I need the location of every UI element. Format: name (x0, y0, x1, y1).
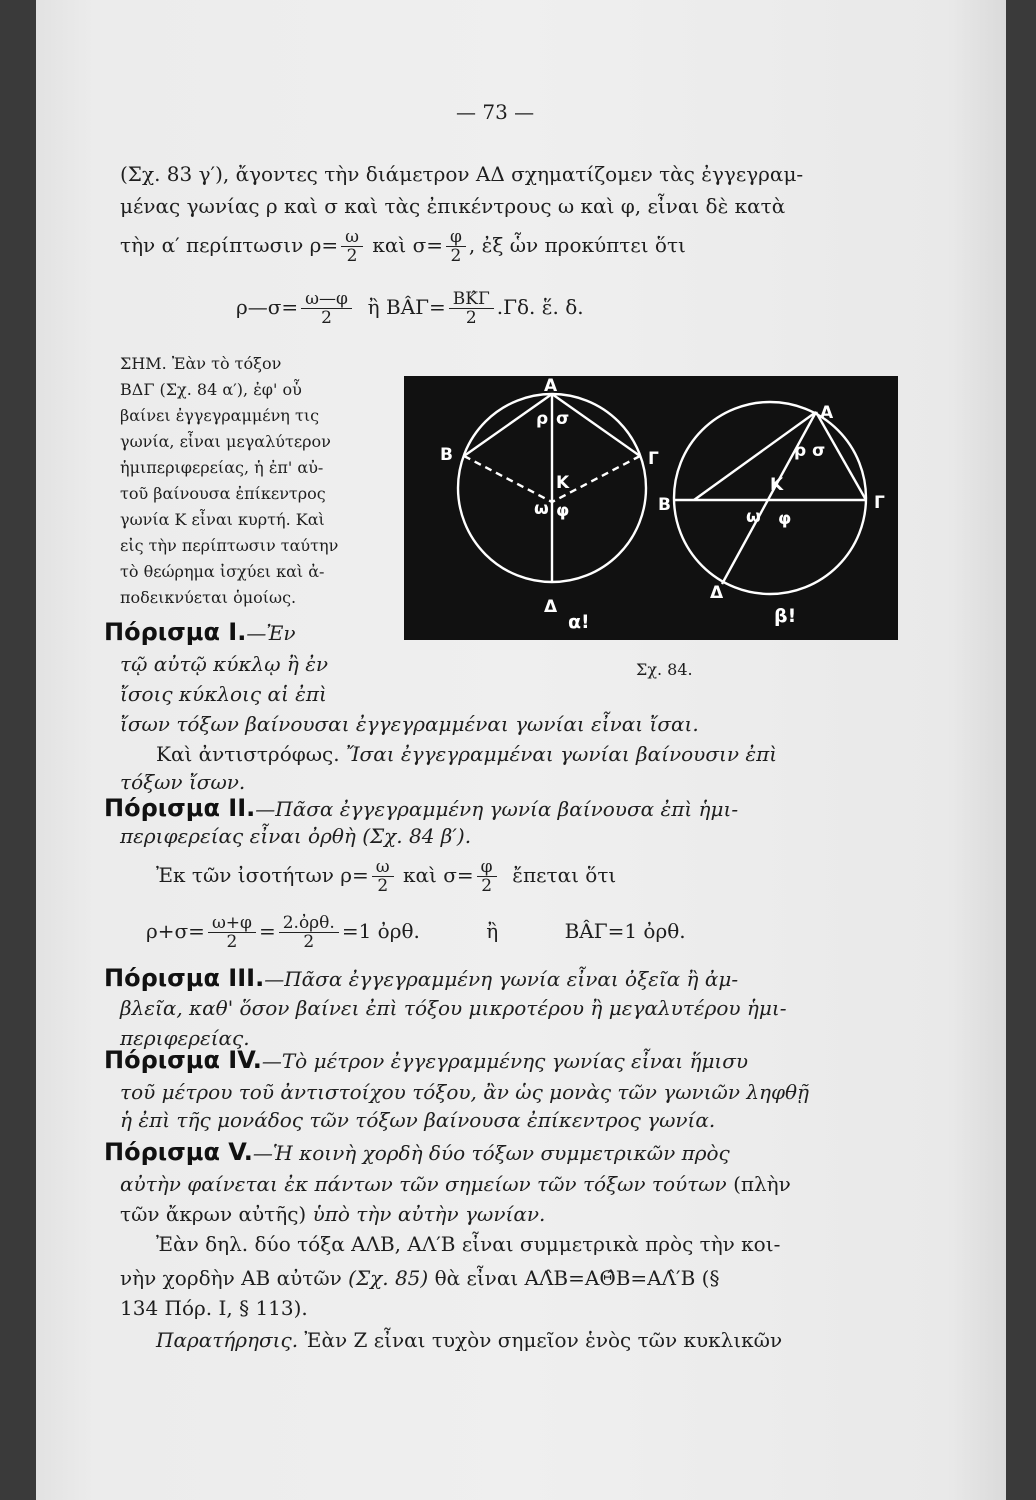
text-line: Ἐὰν δηλ. δύο τόξα ΑΛΒ, ΑΛ′Β εἶναι συμμετρικὰ πρὸς τὴν κοι- (156, 1232, 781, 1256)
label-sigma: σ (556, 409, 570, 429)
text-span: ΒÂΓ=1 ὀρθ. (564, 919, 686, 943)
text-line: 134 Πόρ. I, § 113). (120, 1296, 308, 1320)
note-line: ΣΗΜ. Ἐὰν τὸ τόξον (120, 354, 282, 373)
text-span: (Σχ. 85) (348, 1266, 429, 1290)
numerator: φ (477, 858, 497, 877)
denominator: 2 (321, 308, 332, 328)
figure-84 (404, 376, 898, 640)
numerator: ω—φ (301, 290, 352, 309)
porisma-2 (104, 794, 738, 822)
fraction (477, 858, 497, 895)
text-span: ἢ ΒÂΓ= (367, 295, 446, 319)
label-d: Δ (544, 597, 558, 617)
porisma-1 (104, 618, 296, 646)
equation (146, 914, 686, 951)
note-line: βαίνει ἐγγεγραμμένη τις (120, 406, 320, 425)
label-g: Γ (648, 449, 659, 469)
porisma-heading: Πόρισμα I. (104, 618, 247, 646)
text-line: τόξων ἴσων. (120, 770, 246, 794)
text-line: τοῦ μέτρου τοῦ ἀντιστοίχου τόξου, ἂν ὡς μονὰς τῶν γωνιῶν ληφθῇ (120, 1080, 810, 1104)
label-a: Α (820, 403, 834, 423)
porisma-heading: Πόρισμα IV. (104, 1046, 262, 1074)
text-line: τῷ αὐτῷ κύκλῳ ἢ ἐν (120, 652, 329, 676)
fraction (446, 228, 466, 265)
text-span: ρ+σ= (146, 919, 205, 943)
porisma-heading: Πόρισμα V. (104, 1138, 253, 1166)
label-a: Α (544, 376, 558, 396)
denominator: 2 (450, 246, 462, 266)
note-line: ΒΔΓ (Σχ. 84 α′), ἐφ' οὗ (120, 380, 302, 399)
text-span: Ἐὰν Ζ εἶναι τυχὸν σημεῖον ἑνὸς τῶν κυκλικῶν (304, 1328, 783, 1352)
fraction (341, 228, 363, 265)
denominator: 2 (303, 932, 315, 952)
note-line: τὸ θεώρημα ἰσχύει καὶ ἀ- (120, 562, 325, 581)
porisma-heading: Πόρισμα III. (104, 964, 265, 992)
text-span: —Ἡ κοινὴ χορδὴ δύο τόξων συμμετρικῶν πρὸς (252, 1141, 730, 1165)
label-g: Γ (874, 493, 885, 513)
fraction (279, 914, 339, 951)
label-sigma: σ (812, 441, 826, 461)
numerator: φ (446, 228, 466, 247)
text-line: περιφερείας. (120, 1026, 250, 1050)
numerator: 2.ὀρθ. (279, 914, 339, 933)
text-line (120, 1266, 719, 1290)
book-page (36, 0, 1006, 1500)
label-omega: ω (746, 507, 761, 527)
text-span: ρ—σ= (236, 295, 299, 319)
label-phi: φ (556, 501, 570, 521)
numerator: ω (372, 858, 394, 877)
text-span: =1 ὀρθ. (341, 919, 420, 943)
note-line: τοῦ βαίνουσα ἐπίκεντρος (120, 484, 326, 503)
text-line: βλεῖα, καθ' ὅσον βαίνει ἐπὶ τόξου μικροτέρου ἢ μεγαλυτέρου ἡμι- (120, 996, 787, 1020)
text-span: καὶ σ= (403, 863, 474, 887)
text-span: καὶ σ= (372, 233, 443, 257)
text-span: Παρατήρησις. (156, 1328, 299, 1352)
text-span: —Πᾶσα ἐγγεγραμμένη γωνία εἶναι ὀξεῖα ἢ ἀμ- (264, 967, 739, 991)
text-span: ἔπεται ὅτι (512, 863, 617, 887)
label-phi: φ (778, 509, 792, 529)
numerator: ω (341, 228, 363, 247)
denominator: 2 (346, 246, 358, 266)
page-number: — 73 — (456, 100, 535, 124)
text-line: ἡ ἐπὶ τῆς μονάδος τῶν τόξων βαίνουσα ἐπίκεντρος γωνία. (120, 1108, 716, 1132)
porisma-4 (104, 1046, 748, 1074)
text-span: ὑπὸ τὴν αὐτὴν γωνίαν. (312, 1202, 546, 1226)
label-b: Β (658, 495, 671, 515)
label-rho: ρ (536, 409, 549, 429)
text-line (120, 1202, 545, 1226)
figure-caption: Σχ. 84. (636, 660, 693, 679)
porisma-3 (104, 964, 738, 992)
text-line: (Σχ. 83 γ′), ἄγοντες τὴν διάμετρον ΑΔ σχηματίζομεν τὰς ἐγγεγραμ- (120, 162, 804, 186)
label-figure-a: α! (568, 611, 590, 633)
text-span: Ἴσαι ἐγγεγραμμέναι γωνίαι βαίνουσιν ἐπὶ (345, 742, 778, 766)
text-span: θὰ εἶναι ΑΛ̂Β=ΑΘ̂Β=ΑΛ̂′Β (§ (434, 1266, 720, 1290)
note-line: γωνία, εἶναι μεγαλύτερον (120, 432, 331, 451)
text-line (156, 742, 777, 766)
text-span: ἢ (486, 919, 499, 943)
label-d: Δ (710, 583, 724, 603)
denominator: 2 (377, 876, 389, 896)
equation (236, 290, 584, 327)
denominator: 2 (465, 308, 477, 328)
text-span: αὐτὴν φαίνεται ἐκ πάντων τῶν σημείων τῶν τόξων τούτων (120, 1172, 727, 1196)
text-line (120, 1172, 791, 1196)
fraction (301, 290, 352, 327)
text-span: = (258, 919, 276, 943)
text-span: Καὶ ἀντιστρόφως. (156, 742, 340, 766)
note-line: ἡμιπεριφερείας, ἡ ἐπ' αὐ- (120, 458, 324, 477)
text-span: , ἐξ ὧν προκύπτει ὅτι (468, 233, 686, 257)
text-span: (πλὴν (733, 1172, 791, 1196)
text-line: ἴσων τόξων βαίνουσαι ἐγγεγραμμέναι γωνίαι εἶναι ἴσαι. (120, 712, 699, 736)
label-k: Κ (556, 473, 570, 493)
denominator: 2 (226, 932, 238, 952)
text-span: —Ἐν (246, 621, 296, 645)
fraction (449, 290, 494, 327)
denominator: 2 (481, 876, 493, 896)
text-line: περιφερείας εἶναι ὀρθὴ (Σχ. 84 β′). (120, 824, 472, 848)
text-line: μένας γωνίας ρ καὶ σ καὶ τὰς ἐπικέντρους ω καὶ φ, εἶναι δὲ κατὰ (120, 194, 786, 218)
text-line: ἴσοις κύκλοις αἱ ἐπὶ (120, 682, 327, 706)
porisma-5 (104, 1138, 730, 1166)
label-omega: ω (534, 499, 549, 519)
text-line (156, 1328, 782, 1352)
text-span: —Τὸ μέτρον ἐγγεγραμμένης γωνίας εἶναι ἥμισυ (261, 1049, 749, 1073)
numerator: ω+φ (208, 914, 256, 933)
text-span: τῶν ἄκρων αὐτῆς) (120, 1202, 307, 1226)
label-rho: ρ (794, 441, 807, 461)
note-line: εἰς τὴν περίπτωσιν ταύτην (120, 536, 339, 555)
porisma-heading: Πόρισμα II. (104, 794, 256, 822)
text-line-with-fractions (120, 228, 686, 265)
fraction (372, 858, 394, 895)
label-figure-b: β! (774, 605, 797, 627)
text-span: .Γδ. ἕ. δ. (496, 295, 584, 319)
label-b: Β (440, 445, 453, 465)
text-line-with-fractions (156, 858, 616, 895)
text-span: νὴν χορδὴν ΑΒ αὐτῶν (120, 1266, 342, 1290)
note-line: γωνία Κ εἶναι κυρτή. Καὶ (120, 510, 325, 529)
note-line: ποδεικνύεται ὁμοίως. (120, 588, 297, 607)
fraction (208, 914, 256, 951)
text-span: τὴν α′ περίπτωσιν ρ= (120, 233, 339, 257)
numerator: ΒΚ̂Γ (449, 290, 494, 309)
text-span: Ἐκ τῶν ἰσοτήτων ρ= (156, 863, 369, 887)
text-span: —Πᾶσα ἐγγεγραμμένη γωνία βαίνουσα ἐπὶ ἡμι- (255, 797, 739, 821)
label-k: Κ (770, 475, 784, 495)
